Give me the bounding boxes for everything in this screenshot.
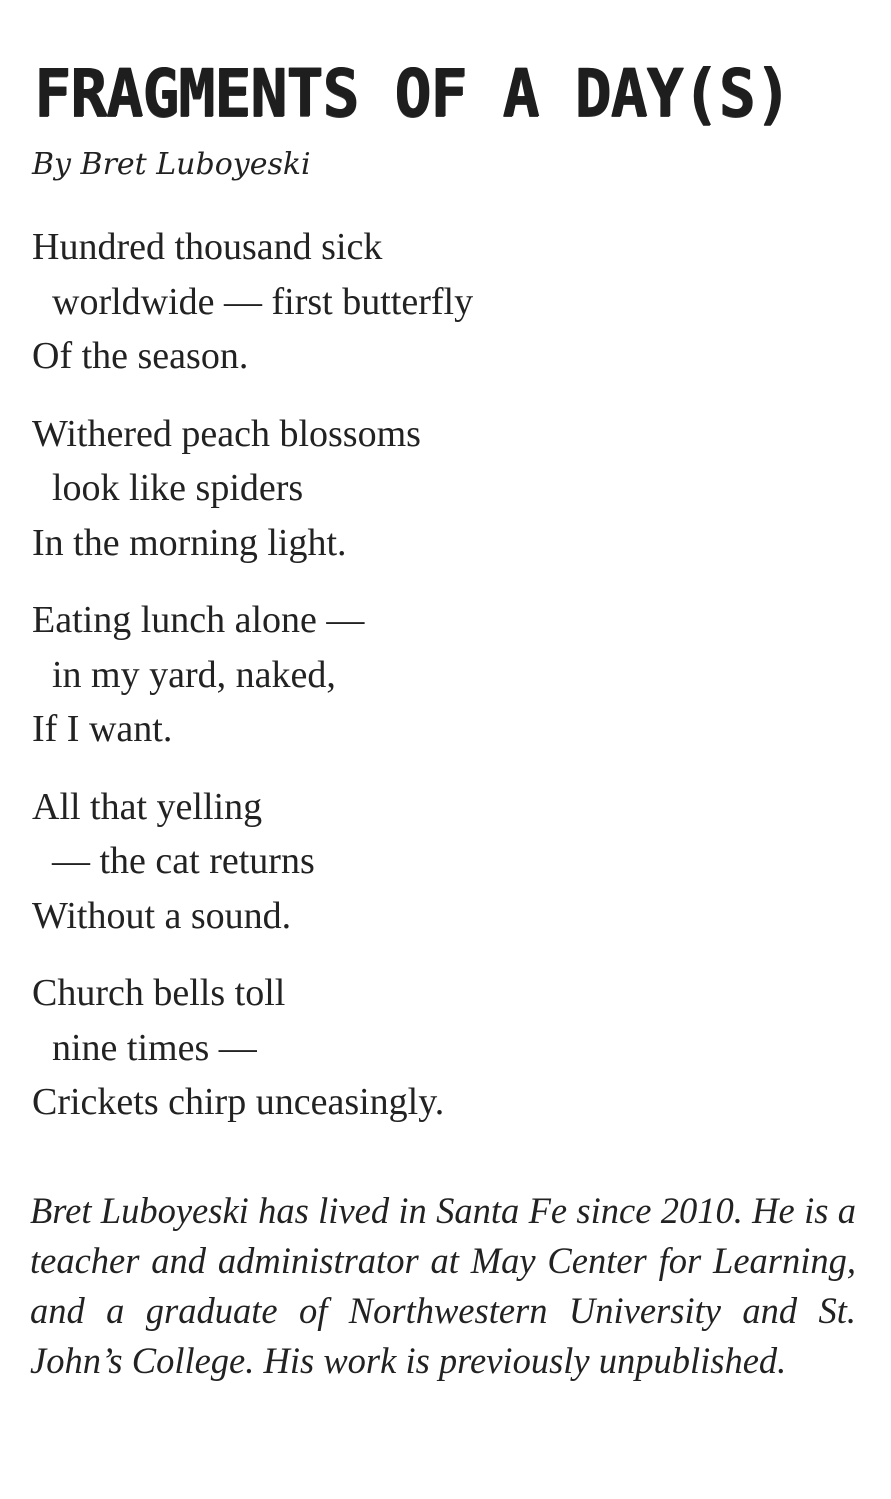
stanza	[32, 966, 872, 1130]
poem-line: All that yelling	[32, 785, 263, 828]
byline: By Bret Luboyeski	[32, 147, 311, 182]
poem-line: If I want.	[32, 708, 173, 750]
poem-line: Crickets chirp unceasingly.	[32, 1081, 445, 1123]
stanza	[32, 593, 872, 757]
poem-line: in my yard, naked,	[52, 653, 336, 696]
poem-line: Hundred thousand sick	[32, 226, 383, 268]
poem-line: Eating lunch alone —	[32, 599, 365, 641]
poem-line: look like spiders	[52, 467, 304, 509]
poem-line: nine times —	[52, 1026, 257, 1069]
stanza	[32, 407, 872, 571]
poem-body	[32, 220, 872, 1153]
poem-line: Of the season.	[32, 335, 249, 377]
poem-line: In the morning light.	[32, 521, 347, 564]
poem-line: Withered peach blossoms	[32, 412, 421, 455]
stanza	[32, 780, 872, 944]
poem-line: worldwide — first butterfly	[52, 280, 474, 323]
stanza	[32, 220, 872, 384]
poem-title: FRAGMENTS OF A DAY(S)	[34, 55, 791, 132]
author-bio: Bret Luboyeski has lived in Santa Fe since 2010. He is a teacher and administrator at May Center for Learning, and a graduate of Northwestern University and St. John’s College. His work is previously unpublished.	[30, 1190, 856, 1381]
poem-line: Without a sound.	[32, 894, 292, 937]
poem-line: Church bells toll	[32, 972, 286, 1014]
poem-line: — the cat returns	[52, 840, 315, 882]
